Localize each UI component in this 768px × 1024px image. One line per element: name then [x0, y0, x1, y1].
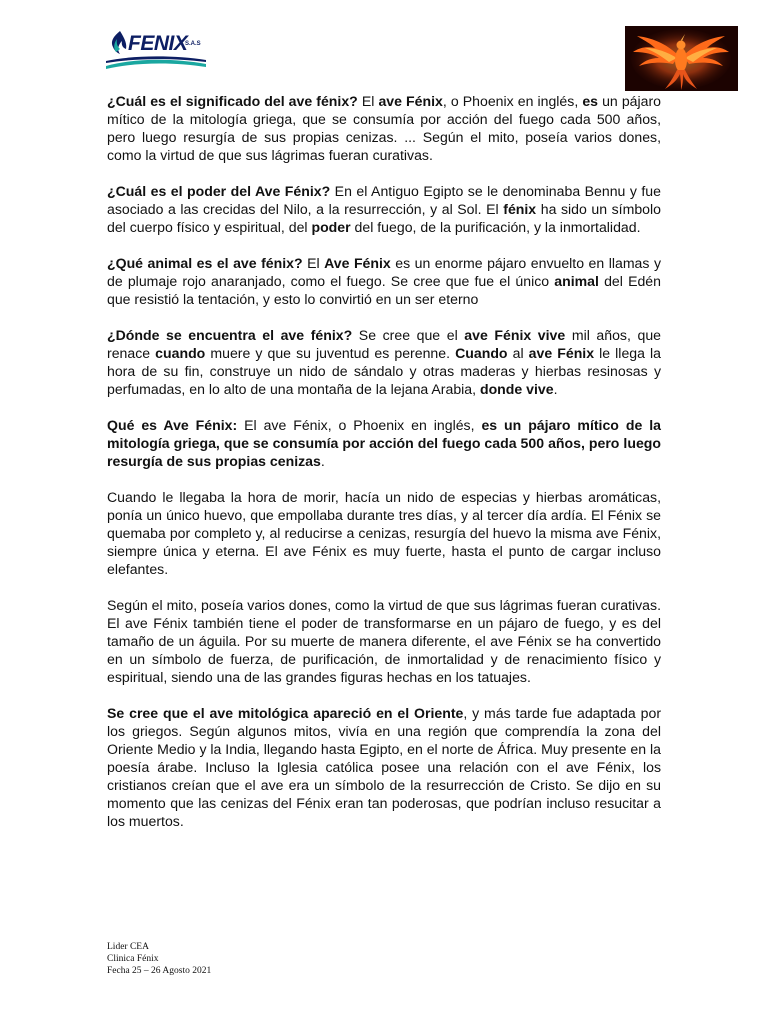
body-text: es un enorme pájaro envuelto en llamas y de plumaje rojo anaranjado, como el fuego. Se cree que fue el único: [107, 255, 661, 289]
logo-swoosh: [104, 54, 208, 72]
bold-text: poder: [311, 219, 351, 235]
footer-clinic: Clinica Fénix: [107, 954, 159, 964]
paragraph: [107, 254, 661, 308]
body-text: .: [320, 453, 325, 469]
body-text: Cuando le llegaba la hora de morir, hacía un nido de especias y hierbas aromáticas, ponía un único huevo, que empollaba durante tres días, y al tercer día ardía. El Fénix se quemaba por completo y, al reducirse a cenizas, resurgía del huevo la misma ave Fénix, siempre única y eterna. El ave Fénix es muy fuerte, hasta el punto de cargar incluso elefantes.: [107, 489, 661, 577]
phoenix-fire-icon: [625, 26, 738, 91]
footer-author: Lider CEA: [107, 942, 149, 952]
bold-text: ave Fénix vive: [464, 327, 566, 343]
phoenix-image: [625, 26, 738, 91]
body-text: ha sido un símbolo del cuerpo físico y espiritual, del: [107, 201, 661, 235]
paragraph: [107, 182, 661, 236]
bold-text: Cuando: [455, 345, 508, 361]
paragraph: [107, 416, 661, 470]
bold-text: fénix: [503, 201, 537, 217]
body-text: En el Antiguo Egipto se le denominaba Bennu y fue asociado a las crecidas del Nilo, a la resurrección, y al Sol. El: [107, 183, 661, 217]
document-footer: [107, 941, 211, 977]
bold-text: ave Fénix: [378, 93, 443, 109]
bold-text: ¿Dónde se encuentra el ave fénix?: [107, 327, 353, 343]
paragraph: [107, 92, 661, 164]
body-text: Se cree que el: [352, 327, 465, 343]
body-text: , y más tarde fue adaptada por los griegos. Según algunos mitos, vivía en una región que comprendía la zona del Oriente Medio y la India, llegando hasta Egipto, en el norte de África. Muy presente en la poesía árabe. Incluso la Iglesia católica posee una relación con el ave Fénix, los cristianos creían que el ave era un símbolo de la resurrección de Cristo. Se dijo en su momento que las cenizas del Fénix eran tan poderosas, que podrían incluso resucitar a los muertos.: [107, 705, 662, 829]
bold-text: cuando: [155, 345, 206, 361]
bold-text: Qué es Ave Fénix:: [107, 417, 238, 433]
body-text: un pájaro mítico de la mitología griega, que se consumía por acción del fuego cada 500 años, pero luego resurgía de sus propias cenizas. ... Según el mito, poseía varios dones, como la virtud de que sus lágrimas fueran curativas.: [107, 93, 661, 163]
body-text: al: [507, 345, 529, 361]
logo-suffix: S.A.S: [185, 41, 201, 47]
bold-text: animal: [554, 273, 599, 289]
article-body: [107, 92, 661, 848]
body-text: El: [357, 93, 379, 109]
bold-text: es un pájaro mítico de la mitología griega, que se consumía por acción del fuego cada 500 años, pero luego resurgía de sus propias cenizas: [107, 417, 661, 469]
paragraph: [107, 704, 661, 830]
body-text: del Edén que resistió la tentación, y esto lo convirtió en un ser eterno: [107, 273, 661, 307]
bold-text: ave Fénix: [528, 345, 595, 361]
fenix-logo: [104, 28, 208, 74]
bold-text: Se cree que el ave mitológica apareció en el Oriente: [107, 705, 464, 721]
body-text: Según el mito, poseía varios dones, como la virtud de que sus lágrimas fueran curativas. El ave Fénix también tiene el poder de transformarse en un pájaro de fuego, y es del tamaño de un águila. Por su muerte de manera diferente, el ave Fénix se ha convertido en un símbolo de fuerza, de purificación, de inmortalidad y de renacimiento físico y espiritual, siendo una de las grandes figuras hechas en los tatuajes.: [107, 597, 661, 685]
body-text: mil años, que renace: [107, 327, 661, 361]
body-text: muere y que su juventud es perenne.: [205, 345, 456, 361]
body-text: El: [302, 255, 325, 271]
bold-text: es: [582, 93, 598, 109]
paragraph: [107, 596, 661, 686]
footer-date: Fecha 25 – 26 Agosto 2021: [107, 966, 212, 976]
bold-text: donde vive: [479, 381, 554, 397]
bold-text: Ave Fénix: [324, 255, 391, 271]
body-text: del fuego, de la purificación, y la inmortalidad.: [350, 219, 641, 235]
body-text: le llega la hora de su fin, construye un nido de sándalo y otras maderas y hierbas resinosas y perfumadas, en lo alto de una montaña de la lejana Arabia,: [107, 345, 661, 397]
body-text: El ave Fénix, o Phoenix en inglés,: [237, 417, 482, 433]
paragraph: [107, 326, 661, 398]
flame-icon: [108, 30, 130, 56]
bold-text: ¿Cuál es el poder del Ave Fénix?: [107, 183, 331, 199]
bold-text: ¿Cuál es el significado del ave fénix?: [107, 93, 358, 109]
logo-wordmark: FENIX: [128, 32, 188, 55]
paragraph: [107, 488, 661, 578]
body-text: , o Phoenix en inglés,: [442, 93, 583, 109]
bold-text: ¿Qué animal es el ave fénix?: [107, 255, 303, 271]
body-text: .: [553, 381, 558, 397]
